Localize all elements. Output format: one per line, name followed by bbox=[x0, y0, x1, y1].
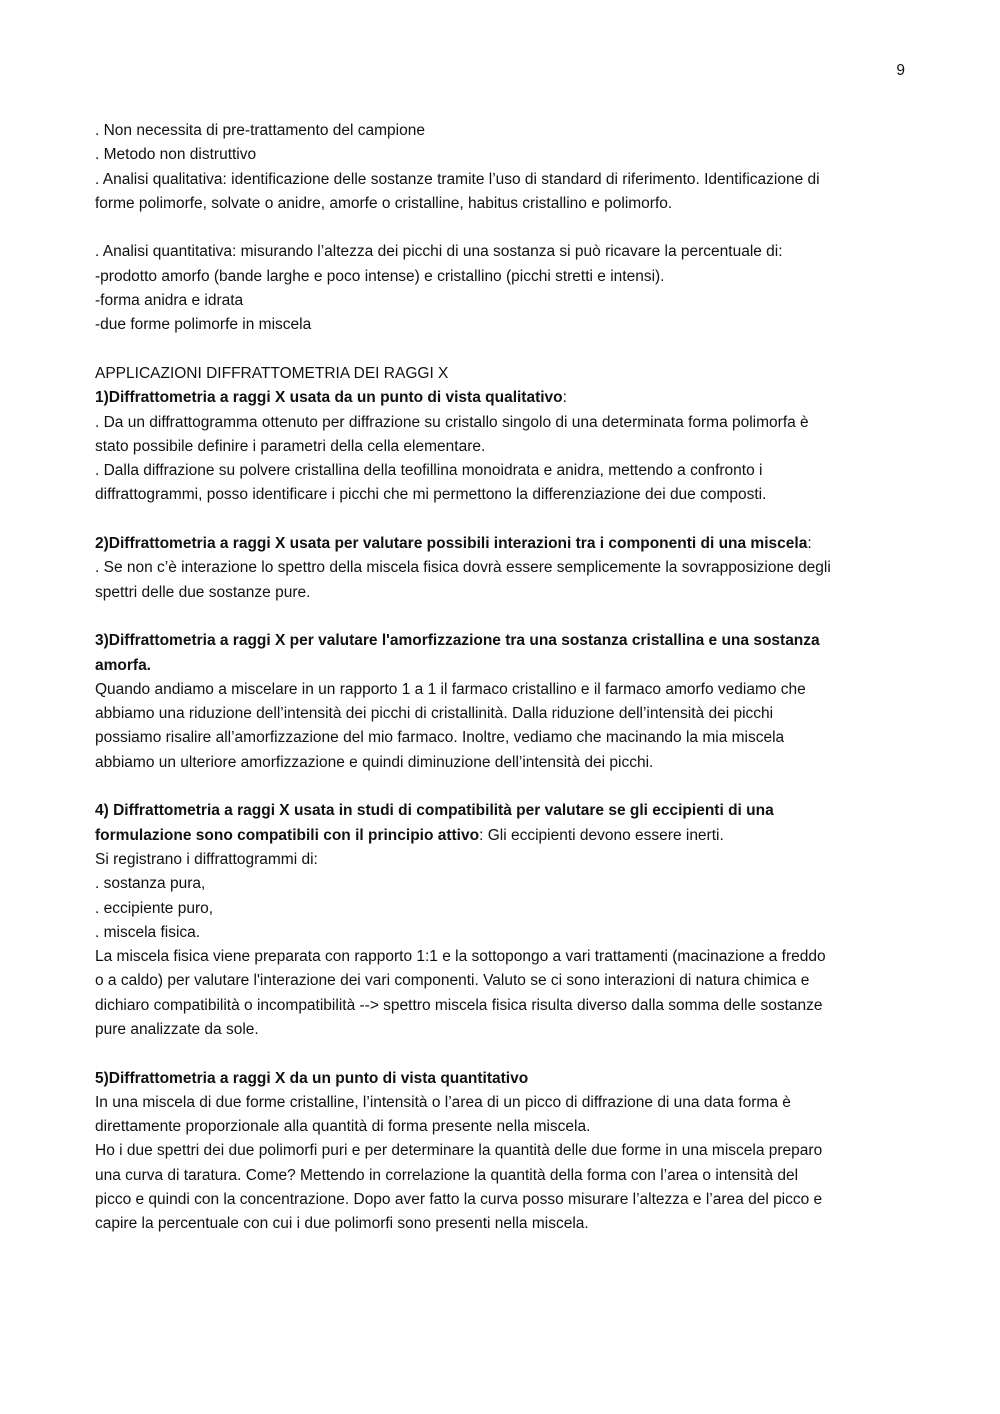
section-1 bbox=[95, 386, 910, 507]
heading-suffix: : bbox=[562, 389, 567, 407]
section-5-heading bbox=[95, 1067, 910, 1091]
section-title: APPLICAZIONI DIFFRATTOMETRIA DEI RAGGI X bbox=[95, 364, 449, 382]
text-line: pure analizzate da sole. bbox=[95, 1020, 259, 1038]
text-line: direttamente proporzionale alla quantità di forma presente nella miscela. bbox=[95, 1118, 591, 1136]
text-line: capire la percentuale con cui i due polimorfi sono presenti nella miscela. bbox=[95, 1215, 589, 1233]
text-line: Si registrano i diffrattogrammi di: bbox=[95, 850, 318, 868]
section-3-heading bbox=[95, 629, 910, 653]
text-line: spettri delle due sostanze pure. bbox=[95, 583, 311, 601]
text-line: -due forme polimorfe in miscela bbox=[95, 316, 312, 334]
text-line: diffrattogrammi, posso identificare i picchi che mi permettono la differenziazione dei due composti. bbox=[95, 486, 767, 504]
heading-bold: amorfa. bbox=[95, 656, 151, 674]
text-line: forme polimorfe, solvate o anidre, amorfe o cristalline, habitus cristallino e polimorfo. bbox=[95, 194, 673, 212]
section-3 bbox=[95, 629, 910, 775]
text-line: una curva di taratura. Come? Mettendo in correlazione la quantità della forma con l’area o intensità del bbox=[95, 1166, 799, 1184]
text-line: -forma anidra e idrata bbox=[95, 292, 244, 310]
heading-bold: 1)Diffrattometria a raggi X usata da un punto di vista qualitativo bbox=[95, 389, 563, 407]
text-line: La miscela fisica viene preparata con rapporto 1:1 e la sottopongo a vari trattamenti (macinazione a freddo bbox=[95, 948, 826, 966]
text-line: . Analisi qualitativa: identificazione delle sostanze tramite l’uso di standard di riferimento. Identificazione di bbox=[95, 170, 820, 188]
heading-suffix: : bbox=[807, 535, 812, 553]
text-line: Ho i due spettri dei due polimorfi puri e per determinare la quantità delle due forme in una miscela preparo bbox=[95, 1142, 823, 1160]
text-line: . Se non c’è interazione lo spettro della miscela fisica dovrà essere semplicemente la sovrapposizione degli bbox=[95, 559, 831, 577]
section-4-heading bbox=[95, 799, 910, 823]
text-line: possiamo risalire all’amorfizzazione del mio farmaco. Inoltre, vediamo che macinando la mia miscela bbox=[95, 729, 785, 747]
text-line: . sostanza pura, bbox=[95, 875, 206, 893]
text-line: abbiamo una riduzione dell’intensità dei picchi di cristallinità. Dalla riduzione dell’intensità dei picchi bbox=[95, 705, 774, 723]
section-2-heading bbox=[95, 532, 910, 556]
heading-bold: 4) Diffrattometria a raggi X usata in studi di compatibilità per valutare se gli eccipienti di una bbox=[95, 802, 774, 820]
section-1-heading bbox=[95, 386, 910, 410]
page-number: 9 bbox=[896, 62, 905, 79]
text-line: . Analisi quantitativa: misurando l’altezza dei picchi di una sostanza si può ricavare la percentuale di: bbox=[95, 243, 783, 261]
text-line: o a caldo) per valutare l'interazione dei vari componenti. Valuto se ci sono interazioni di natura chimica e bbox=[95, 972, 810, 990]
section-3-heading-cont bbox=[95, 654, 910, 678]
text-line: . miscela fisica. bbox=[95, 923, 201, 941]
text-line: . Non necessita di pre-trattamento del campione bbox=[95, 122, 425, 139]
heading-bold: 3)Diffrattometria a raggi X per valutare l'amorfizzazione tra una sostanza cristallina e una sostanza bbox=[95, 632, 820, 650]
section-2 bbox=[95, 532, 910, 605]
heading-bold: formulazione sono compatibili con il principio attivo bbox=[95, 826, 480, 844]
page-content bbox=[95, 119, 910, 1237]
text-line: dichiaro compatibilità o incompatibilità --> spettro miscela fisica risulta diverso dalla somma delle sostanze bbox=[95, 996, 823, 1014]
text-line: In una miscela di due forme cristalline, l’intensità o l’area di un picco di diffrazione di una data forma è bbox=[95, 1093, 791, 1111]
heading-bold: 2)Diffrattometria a raggi X usata per valutare possibili interazioni tra i componenti di una miscela bbox=[95, 535, 808, 553]
heading-suffix: : Gli eccipienti devono essere inerti. bbox=[479, 826, 724, 844]
text-line: . Dalla diffrazione su polvere cristallina della teofillina monoidrata e anidra, mettendo a confronto i bbox=[95, 462, 763, 480]
method-features bbox=[95, 119, 910, 338]
text-line: picco e quindi con la concentrazione. Dopo aver fatto la curva posso misurare l’altezza e l’area del picco e bbox=[95, 1191, 823, 1209]
section-4-heading-cont bbox=[95, 824, 910, 848]
section-4 bbox=[95, 799, 910, 1042]
text-line: . Metodo non distruttivo bbox=[95, 146, 257, 164]
heading-bold: 5)Diffrattometria a raggi X da un punto di vista quantitativo bbox=[95, 1069, 529, 1087]
text-line: abbiamo un ulteriore amorfizzazione e quindi diminuzione dell’intensità dei picchi. bbox=[95, 753, 654, 771]
text-line: Quando andiamo a miscelare in un rapporto 1 a 1 il farmaco cristallino e il farmaco amorfo vediamo che bbox=[95, 680, 806, 698]
text-line: stato possibile definire i parametri della cella elementare. bbox=[95, 437, 486, 455]
text-line: . Da un diffrattogramma ottenuto per diffrazione su cristallo singolo di una determinata forma polimorfa è bbox=[95, 413, 809, 431]
text-line: -prodotto amorfo (bande larghe e poco intense) e cristallino (picchi stretti e intensi). bbox=[95, 267, 665, 285]
section-5 bbox=[95, 1067, 910, 1237]
text-line: . eccipiente puro, bbox=[95, 899, 214, 917]
